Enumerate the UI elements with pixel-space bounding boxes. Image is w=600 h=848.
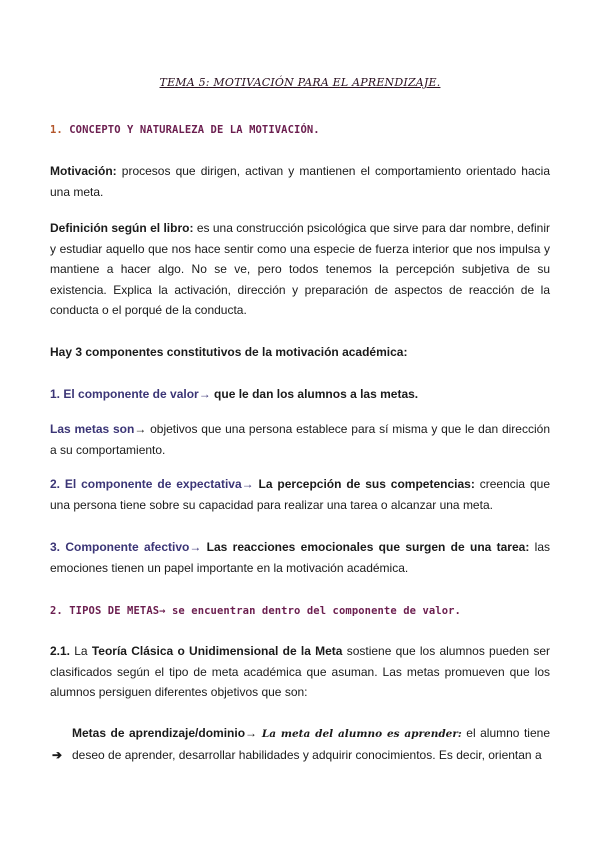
metas-text: objetivos que una persona establece para sí misma y que le dan dirección a su comportamiento. xyxy=(50,422,550,457)
component-3-text: las emociones tienen un papel importante en la motivación académica. xyxy=(50,540,550,575)
section-2-title: TIPOS DE METAS xyxy=(69,605,160,617)
section-2-number: 2. xyxy=(50,605,63,617)
arrow-icon: → xyxy=(159,605,166,617)
arrow-icon: → xyxy=(245,726,258,740)
page-title: TEMA 5: MOTIVACIÓN PARA EL APRENDIZAJE. xyxy=(159,76,441,89)
component-2-text: creencia que una persona tiene sobre su capacidad para realizar una tarea o alcanzar una meta. xyxy=(50,477,551,512)
arrow-icon: → xyxy=(189,540,202,554)
component-2-label: 2. El componente de expectativa xyxy=(50,477,242,491)
bullet-metas-aprendizaje xyxy=(72,723,550,765)
metas-label: Las metas son xyxy=(50,422,135,436)
component-3-label: 3. Componente afectivo xyxy=(50,540,190,554)
component-1-label: 1. El componente de valor xyxy=(50,387,199,401)
arrow-icon: → xyxy=(134,422,147,436)
paragraph-2-1-text: sostiene que los alumnos pueden ser clasificados según el tipo de meta académica que asuman. Las metas promueven que los alumnos persiguen diferentes objetivos que son: xyxy=(50,644,551,699)
paragraph-2-1-theory: Teoría Clásica o Unidimensional de la Meta xyxy=(91,644,343,658)
component-1 xyxy=(50,384,550,405)
paragraph-2-1 xyxy=(50,641,550,703)
component-2-bold: La percepción de sus competencias: xyxy=(253,477,475,491)
paragraph-componentes: Hay 3 componentes constitutivos de la motivación académica: xyxy=(50,345,408,359)
paragraph-2-1-intro: La xyxy=(70,644,92,658)
section-1-heading xyxy=(50,124,320,136)
bullet-italic: La meta del alumno es aprender: xyxy=(257,728,462,740)
paragraph-definicion xyxy=(50,218,550,321)
term-definicion: Definición según el libro: xyxy=(50,221,194,235)
text-motivacion: procesos que dirigen, activan y mantienen el comportamiento orientado hacia una meta. xyxy=(50,164,550,199)
text-definicion: es una construcción psicológica que sirve para dar nombre, definir y estudiar aquello que nos hace sentir como una especie de fuerza interior que nos impulsa y mantiene a hacer algo. No se ve, pero todos tenemos la percepción subjetiva de su existencia. Explica la activación, dirección y preparación de aspectos de reacción de la conducta o el porqué de la conducta. xyxy=(50,221,550,317)
component-3 xyxy=(50,537,550,578)
paragraph-2-1-number: 2.1. xyxy=(50,644,71,658)
bullet-text: el alumno tiene deseo de aprender, desarrollar habilidades y adquirir conocimientos. Es decir, orientan a xyxy=(72,726,550,762)
paragraph-motivacion xyxy=(50,161,550,202)
bullet-label: Metas de aprendizaje/dominio xyxy=(72,726,246,740)
section-2-heading xyxy=(50,605,461,617)
bullet-arrow-icon: ➔ xyxy=(52,748,63,762)
section-1-title: CONCEPTO Y NATURALEZA DE LA MOTIVACIÓN. xyxy=(69,124,320,136)
section-1-number: 1. xyxy=(50,124,63,136)
component-1-text: que le dan los alumnos a las metas. xyxy=(210,387,419,401)
component-3-bold: Las reacciones emocionales que surgen de una tarea: xyxy=(201,540,530,554)
paragraph-metas xyxy=(50,419,550,460)
term-motivacion: Motivación: xyxy=(50,164,117,178)
arrow-icon: → xyxy=(241,477,254,491)
arrow-icon: → xyxy=(198,387,211,401)
section-2-rest: se encuentran dentro del componente de valor. xyxy=(165,605,461,617)
component-2 xyxy=(50,474,550,515)
